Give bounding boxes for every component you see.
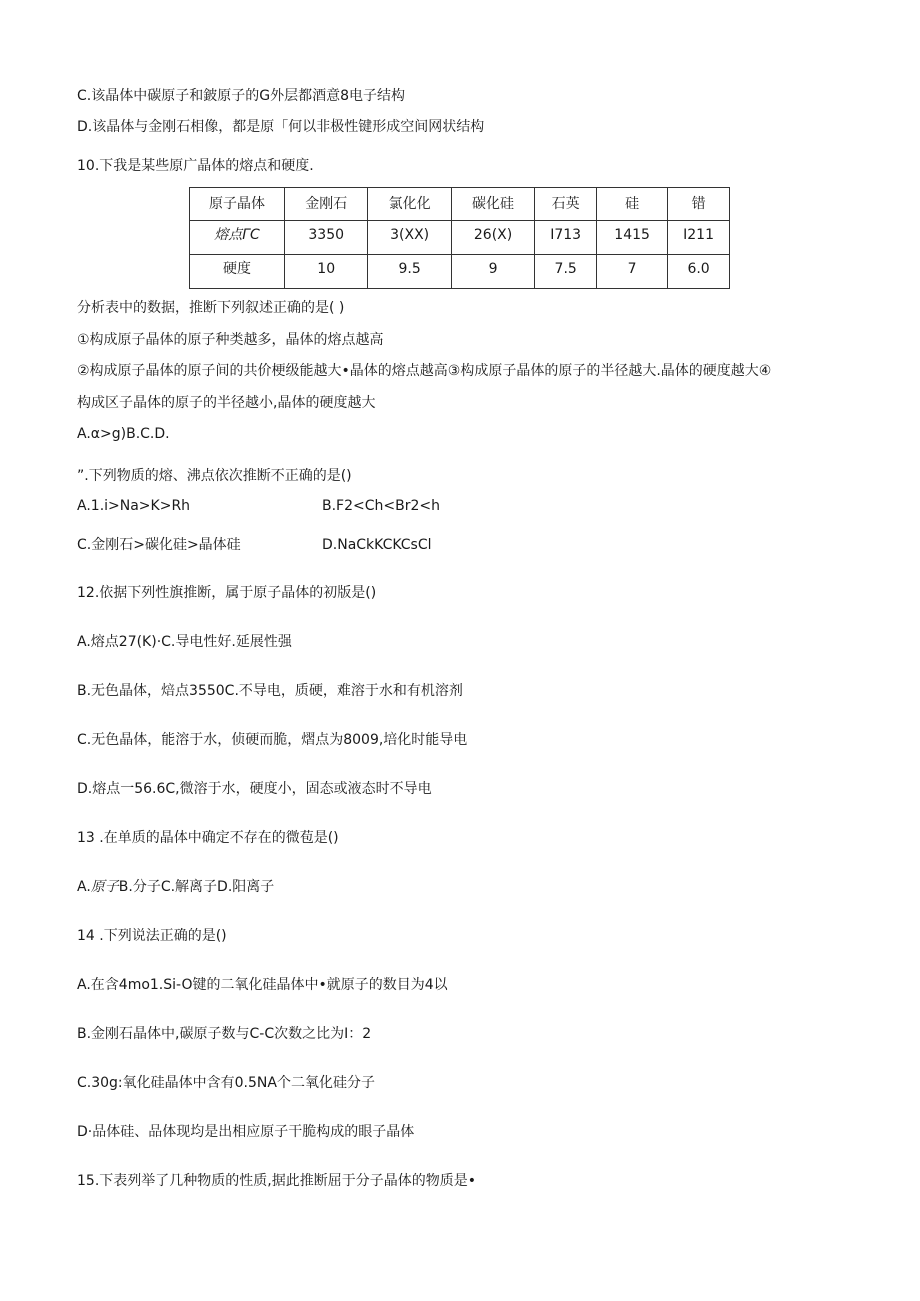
table-header-cell: 金刚石 bbox=[285, 188, 368, 221]
question-11-option-b: B.F2<Ch<Br2<h bbox=[322, 498, 440, 514]
statement-1: ①构成原子晶体的原子种类越多，晶体的熔点越高 bbox=[77, 332, 384, 348]
table-cell: I211 bbox=[668, 221, 730, 255]
question-11-option-c: C.金刚石>碳化硅>晶体硅 bbox=[77, 537, 241, 553]
question-15: 15.下表列举了几种物质的性质,据此推断屈于分子晶体的物质是• bbox=[77, 1173, 476, 1189]
question-11-option-d: D.NaCkKCKCsCl bbox=[322, 537, 432, 553]
table-cell: 1415 bbox=[597, 221, 668, 255]
question-14-option-a: A.在含4mo1.Si-O键的二氧化硅晶体中•就原子的数目为4以 bbox=[77, 977, 448, 993]
crystal-table bbox=[189, 187, 730, 289]
table-row-hardness bbox=[190, 255, 730, 289]
question-12-option-c: C.无色晶体，能溶于水，侦硬而脆，熠点为8009,培化时能导电 bbox=[77, 732, 468, 748]
table-cell: I713 bbox=[535, 221, 597, 255]
question-11-option-a: A.1.i>Na>K>Rh bbox=[77, 498, 191, 514]
question-14-option-d: D·品体硅、品体现均是出相应原子干脆构成的眼子晶体 bbox=[77, 1124, 415, 1140]
option-rest: B.分子C.解离子D.阳离子 bbox=[118, 879, 275, 895]
table-cell: 7 bbox=[597, 255, 668, 289]
hardness-label-cell: 硬度 bbox=[190, 255, 285, 289]
question-12-option-a: A.熔点27(K)·C.导电性好.延展性强 bbox=[77, 634, 292, 650]
table-cell: 3350 bbox=[285, 221, 368, 255]
statement-2: ②构成原子晶体的原子间的共价梗级能越大•晶体的熔点越高③构成原子晶体的原子的半径越大.晶体的硬度越大④ bbox=[77, 363, 772, 379]
table-header-cell: 原子晶体 bbox=[190, 188, 285, 221]
analysis-prompt: 分析表中的数据，推断下列叙述正确的是( ) bbox=[77, 300, 345, 316]
table-header-row bbox=[190, 188, 730, 221]
question-12-option-d: D.熔点一56.6C,微溶于水，硬度小，固态或液态时不导电 bbox=[77, 781, 432, 797]
table-cell: 26(X) bbox=[451, 221, 534, 255]
option-d-line: D.该晶体与金刚石相像，都是原「何以非极性键形成空间网状结构 bbox=[77, 119, 485, 135]
table-row-melting bbox=[190, 221, 730, 255]
table-header-cell: 碳化硅 bbox=[451, 188, 534, 221]
question-13-options bbox=[77, 877, 274, 897]
question-13: 13 .在单质的晶体中确定不存在的微苞是() bbox=[77, 830, 339, 846]
option-prefix: A. bbox=[77, 879, 91, 895]
table-header-cell: 氯化化 bbox=[368, 188, 451, 221]
melting-label-cell: 熔点ГC bbox=[190, 221, 285, 255]
question-12: 12.依据下列性旗推断，属于原子晶体的初版是() bbox=[77, 585, 377, 601]
question-11: ”.下列物质的熔、沸点依次推断不正确的是() bbox=[77, 468, 352, 484]
question-10: 10.下我是某些原广晶体的熔点和硬度. bbox=[77, 158, 314, 174]
table-cell: 9 bbox=[451, 255, 534, 289]
question-12-option-b: B.无色晶体，焙点3550C.不导电，质硬，难溶于水和有机溶剂 bbox=[77, 683, 463, 699]
table-header-cell: 石英 bbox=[535, 188, 597, 221]
table-cell: 9.5 bbox=[368, 255, 451, 289]
question-10-options: A.α>g)B.C.D. bbox=[77, 426, 170, 442]
italic-option-text: 原子 bbox=[90, 879, 119, 895]
table-cell: 6.0 bbox=[668, 255, 730, 289]
statement-3: 构成区子晶体的原子的半径越小,晶体的硬度越大 bbox=[77, 395, 376, 411]
table-header-cell: 硅 bbox=[597, 188, 668, 221]
question-14-option-b: B.金刚石晶体中,碳原子数与C-C次数之比为I：2 bbox=[77, 1026, 372, 1042]
table-cell: 10 bbox=[285, 255, 368, 289]
table-cell: 7.5 bbox=[535, 255, 597, 289]
option-c-line: C.该晶体中碳原子和鈹原子的G外层都酒意8电子结构 bbox=[77, 88, 405, 104]
question-14-option-c: C.30g:氧化硅晶体中含有0.5NA个二氧化硅分子 bbox=[77, 1075, 375, 1091]
table-cell: 3(XX) bbox=[368, 221, 451, 255]
table-header-cell: 错 bbox=[668, 188, 730, 221]
question-14: 14 .下列说法正确的是() bbox=[77, 928, 227, 944]
